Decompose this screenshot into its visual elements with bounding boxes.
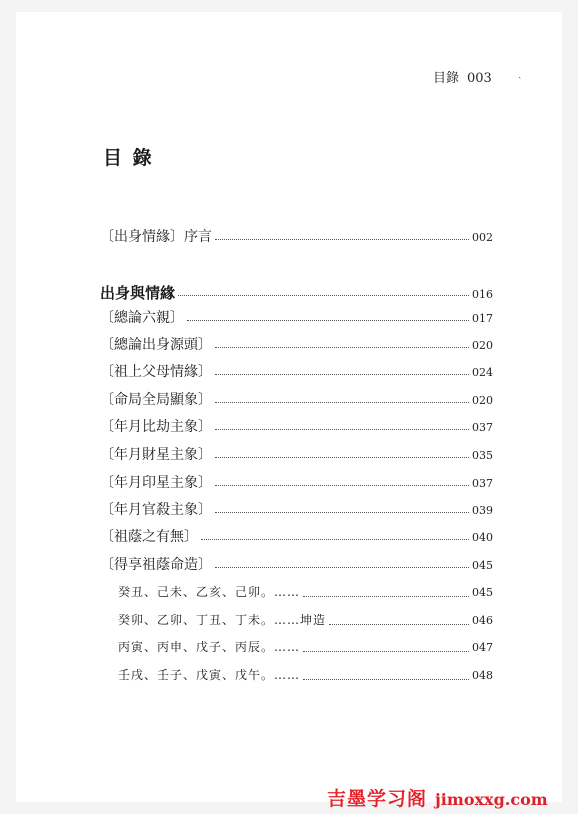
dot-leader — [178, 295, 469, 296]
dot-leader — [215, 374, 469, 375]
toc-entry-label: 〔年月印星主象〕 — [100, 475, 212, 491]
toc-subentry[interactable] — [0, 583, 578, 603]
toc-entry[interactable] — [0, 307, 578, 327]
dot-leader — [215, 239, 469, 240]
toc-entry-label: 〔年月官殺主象〕 — [100, 502, 212, 518]
running-header-title: 目錄 — [433, 71, 460, 86]
toc-entry-page: 047 — [472, 641, 493, 654]
dot-leader — [329, 624, 469, 625]
toc-entry-page: 020 — [472, 339, 493, 352]
toc-entry-page: 045 — [472, 559, 493, 572]
toc-entry-label: 〔總論出身源頭〕 — [100, 337, 212, 353]
toc-entry-label: 〔年月財星主象〕 — [100, 447, 212, 463]
toc-entry-label: 〔祖上父母情緣〕 — [100, 364, 212, 380]
toc-entry-page: 017 — [472, 312, 493, 325]
dot-leader — [187, 320, 469, 321]
running-header-page-number: 003 — [467, 71, 492, 86]
toc-subentry[interactable] — [0, 666, 578, 686]
toc-part-heading[interactable] — [0, 282, 578, 302]
toc-entry-page: 037 — [472, 421, 493, 434]
toc-entry-label: 壬戌、壬子、戊寅、戊午。…… — [118, 668, 301, 682]
page-mark: ˎ — [518, 68, 522, 79]
watermark — [327, 784, 548, 811]
toc-entry-page: 024 — [472, 366, 493, 379]
dot-leader — [303, 651, 469, 652]
toc-entry[interactable] — [0, 389, 578, 409]
toc-entry[interactable] — [0, 526, 578, 546]
toc-entry[interactable] — [0, 416, 578, 436]
toc-subentry[interactable] — [0, 638, 578, 658]
toc-entry-label: 癸丑、己未、乙亥、己卯。…… — [118, 585, 301, 599]
toc-entry-label: 丙寅、丙申、戊子、丙辰。…… — [118, 640, 301, 654]
dot-leader — [215, 429, 469, 430]
toc-title: 目 錄 — [103, 147, 154, 169]
toc-entry-page: 016 — [472, 288, 493, 301]
watermark-brand: 吉墨学习阁 — [327, 788, 428, 810]
toc-entry-label: 〔出身情緣〕序言 — [100, 229, 212, 245]
toc-entry-label: 〔祖蔭之有無〕 — [100, 529, 198, 545]
toc-entry-label: 癸卯、乙卯、丁丑、丁未。……坤造 — [118, 613, 327, 627]
dot-leader — [215, 402, 469, 403]
toc-entry-page: 045 — [472, 586, 493, 599]
dot-leader — [215, 485, 469, 486]
toc-entry-label: 〔總論六親〕 — [100, 310, 184, 326]
toc-entry-page: 040 — [472, 531, 493, 544]
dot-leader — [215, 512, 469, 513]
toc-entry[interactable] — [0, 472, 578, 492]
toc-entry[interactable] — [0, 361, 578, 381]
toc-entry[interactable] — [0, 499, 578, 519]
toc-entry-label: 〔命局全局顯象〕 — [100, 392, 212, 408]
toc-entry-label: 〔年月比劫主象〕 — [100, 419, 212, 435]
dot-leader — [215, 347, 469, 348]
toc-entry-page: 002 — [472, 231, 493, 244]
toc-entry-page: 046 — [472, 614, 493, 627]
toc-subentry[interactable] — [0, 611, 578, 631]
dot-leader — [215, 457, 469, 458]
toc-entry[interactable] — [0, 554, 578, 574]
toc-entry-label: 〔得享祖蔭命造〕 — [100, 557, 212, 573]
toc-entry-page: 035 — [472, 449, 493, 462]
running-header — [433, 67, 492, 86]
toc-entry-page: 048 — [472, 669, 493, 682]
toc-entry-page: 039 — [472, 504, 493, 517]
toc-entry-page: 037 — [472, 477, 493, 490]
dot-leader — [303, 679, 469, 680]
dot-leader — [303, 596, 469, 597]
toc-entry[interactable] — [0, 444, 578, 464]
toc-entry[interactable] — [0, 334, 578, 354]
toc-entry-label: 出身與情緣 — [100, 284, 176, 302]
toc-entry-page: 020 — [472, 394, 493, 407]
dot-leader — [215, 567, 469, 568]
toc-entry-preface[interactable] — [0, 226, 578, 246]
watermark-domain: jimoxxg.com — [435, 790, 548, 809]
dot-leader — [201, 539, 469, 540]
